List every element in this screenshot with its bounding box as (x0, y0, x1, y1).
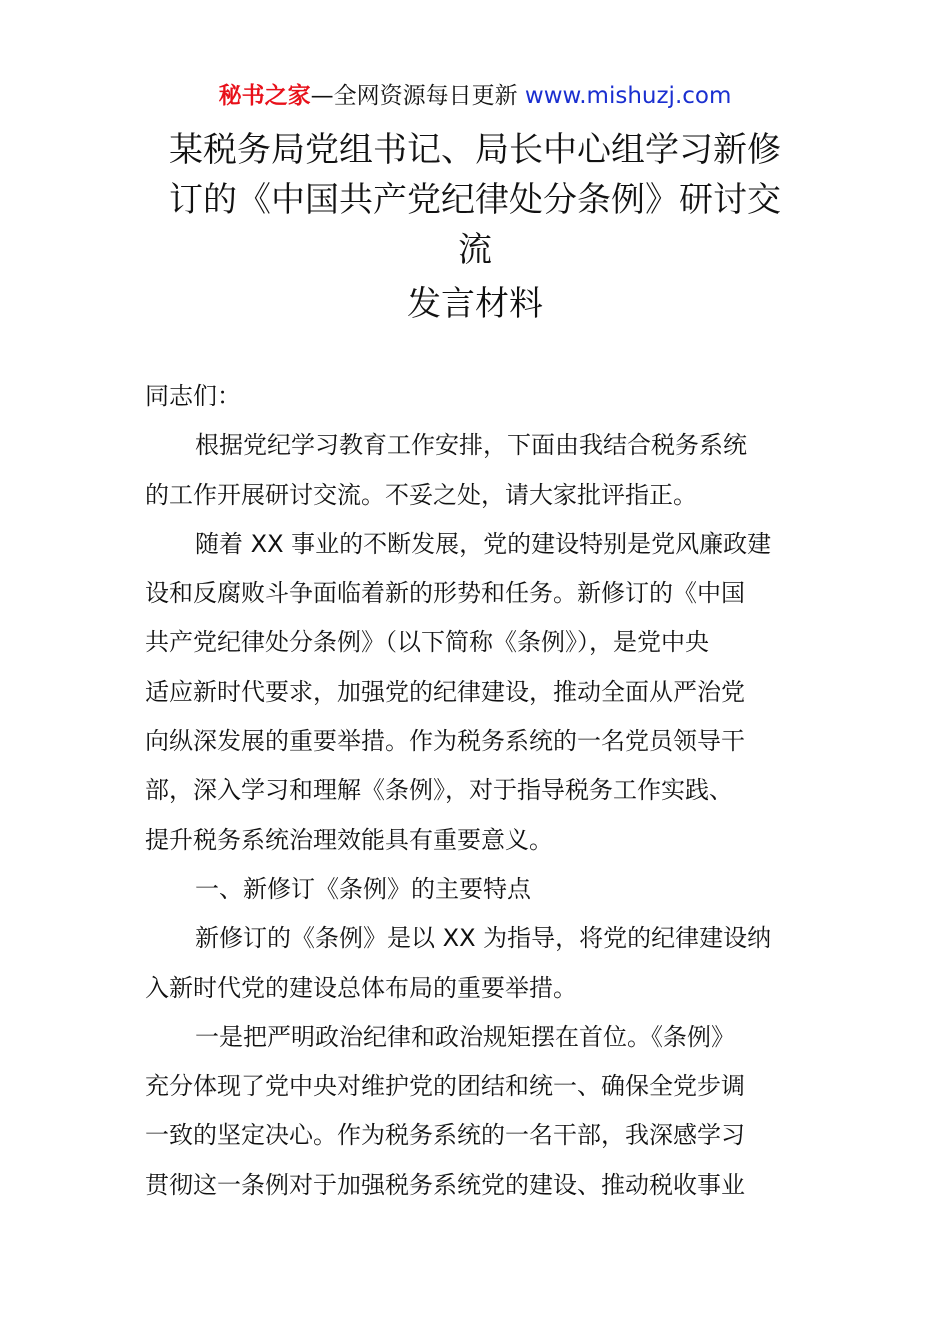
document-subtitle: 发言材料 (407, 284, 543, 324)
banner-brand: 秘书之家 (218, 83, 311, 109)
title-line: 订的《中国共产党纪律处分条例》研讨交 (169, 180, 781, 220)
title-line: 某税务局党组书记、局长中心组学习新修 (169, 130, 781, 170)
paragraph-line: 一是把严明政治纪律和政治规矩摆在首位。《条例》 (195, 1022, 735, 1051)
site-banner (0, 78, 950, 114)
paragraph-line: 向纵深发展的重要举措。作为税务系统的一名党员领导干 (145, 727, 745, 756)
document-body (145, 372, 815, 1210)
banner-url-link[interactable]: www.mishuzj.com (524, 83, 732, 109)
banner-slogan: —全网资源每日更新 (310, 83, 525, 109)
paragraph-line: 设和反腐败斗争面临着新的形势和任务。新修订的《中国 (145, 579, 745, 608)
paragraph-line: 的工作开展研讨交流。不妥之处，请大家批评指正。 (145, 480, 697, 509)
document-title (0, 125, 950, 329)
paragraph-line: 根据党纪学习教育工作安排，下面由我结合税务系统 (195, 431, 747, 460)
paragraph-line: 提升税务系统治理效能具有重要意义。 (145, 825, 553, 854)
paragraph-line: 新修订的《条例》是以 XX 为指导，将党的纪律建设纳 (195, 924, 772, 953)
title-line: 流 (458, 230, 492, 270)
paragraph-line: 一致的坚定决心。作为税务系统的一名干部，我深感学习 (145, 1121, 745, 1150)
paragraph-line: 贯彻这一条例对于加强税务系统党的建设、推动税收事业 (145, 1170, 745, 1199)
paragraph-line: 随着 XX 事业的不断发展，党的建设特别是党风廉政建 (195, 529, 772, 558)
paragraph-line: 充分体现了党中央对维护党的团结和统一、确保全党步调 (145, 1072, 745, 1101)
section-heading: 一、新修订《条例》的主要特点 (195, 874, 531, 903)
salutation: 同志们： (145, 382, 241, 410)
paragraph-line: 部，深入学习和理解《条例》，对于指导税务工作实践、 (145, 776, 733, 805)
paragraph-line: 入新时代党的建设总体布局的重要举措。 (145, 973, 577, 1002)
paragraph-line: 适应新时代要求，加强党的纪律建设，推动全面从严治党 (145, 677, 745, 706)
paragraph-line: 共产党纪律处分条例》（以下简称《条例》），是党中央 (145, 628, 709, 657)
